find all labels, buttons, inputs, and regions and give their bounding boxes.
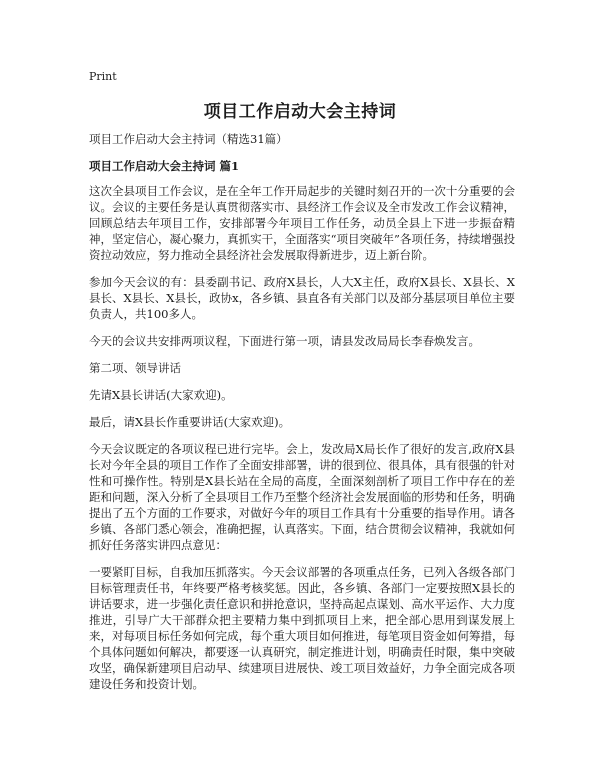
print-label[interactable]: Print: [89, 70, 117, 83]
paragraph: 这次全县项目工作会议，是在全年工作开局起步的关键时刻召开的一次十分重要的会议。会议的主要任务是认真贯彻落实市、县经济工作会议及全市发改工作会议精神，回顾总结去年项目工作，安排部署今年项目工作任务，动员全县上下进一步振奋精神，坚定信心，凝心聚力，真抓实干，全面落实“项目突破年”各项任务，持续增强投资拉动效应，努力推动全县经济社会发展取得新进步，迈上新台阶。: [89, 184, 515, 262]
paragraph: 先请X县长讲话(大家欢迎)。: [89, 388, 233, 402]
paragraph: 今天会议既定的各项议程已进行完毕。会上，发改局X局长作了很好的发言,政府X县长对今年全县的项目工作作了全面安排部署，讲的很到位、很具体，具有很强的针对性和可操作性。特别是X县长站在全局的高度，全面深刻剖析了项目工作中存在的差距和问题，深入分析了全县项目工作乃至整个经济社会发展面临的形势和任务，明确提出了五个方面的工作要求，对做好今年的项目工作具有十分重要的指导作用。请各乡镇、各部门悉心领会，准确把握，认真落实。下面，结合贯彻会议精神，我就如何抓好任务落实讲四点意见：: [89, 442, 515, 552]
paragraph: 参加今天会议的有：县委副书记、政府X县长，人大X主任，政府X县长、X县长、X县长、X县长、X县长，政协x，各乡镇、县直各有关部门以及部分基层项目单位主要负责人，共100多人。: [89, 275, 515, 321]
paragraph: 一要紧盯目标，自我加压抓落实。今天会议部署的各项重点任务，已列入各级各部门目标管理责任书，年终要严格考核奖惩。因此，各乡镇、各部门一定要按照X县长的讲话要求，进一步强化责任意识和拼抢意识，坚持高起点谋划、高水平运作、大力度推进，引导广大干部群众把主要精力集中到抓项目上来，把全部心思用到谋发展上来，对每项目标任务如何完成，每个重大项目如何推进，每笔项目资金如何筹措，每个具体问题如何解决，都要逐一认真研究，制定推进计划，明确责任时限，集中突破攻坚，确保新建项目启动早、续建项目进展快、竣工项目效益好，力争全面完成各项建设任务和投资计划。: [89, 565, 515, 691]
document-body: [89, 183, 515, 703]
paragraph: 最后，请X县长作重要讲话(大家欢迎)。: [89, 415, 291, 429]
paragraph: 今天的会议共安排两项议程，下面进行第一项，请县发改局局长李春焕发言。: [89, 334, 480, 348]
subtitle: 项目工作启动大会主持词（精选31篇）: [89, 132, 288, 146]
page-title: 项目工作启动大会主持词: [203, 102, 397, 122]
paragraph: 第二项、领导讲话: [89, 361, 181, 375]
section-heading: 项目工作启动大会主持词 篇1: [89, 159, 240, 173]
